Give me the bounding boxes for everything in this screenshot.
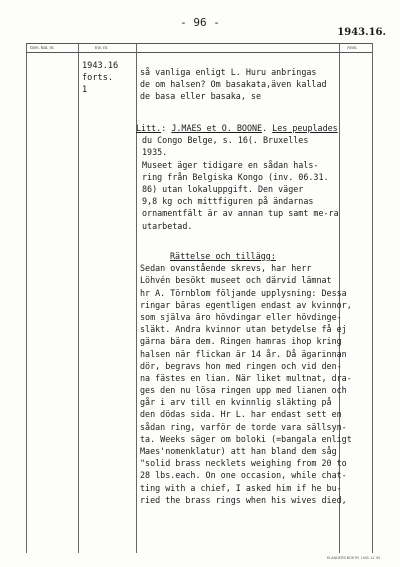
text-line: ges den nu lösa ringen upp med lianen och bbox=[140, 385, 347, 396]
page-number: - 96 - bbox=[180, 16, 220, 29]
text-line: sådan ring, varför de torde vara sällsyn- bbox=[140, 421, 347, 432]
text-line: ornamentfält är av annan tup samt me-ra bbox=[142, 208, 339, 219]
text-line: som själva äro hövdingar eller hövdinge- bbox=[140, 311, 342, 322]
column-header-anm: Anm. bbox=[347, 45, 358, 50]
text-line: släkt. Andra kvinnor utan betydelse få ej bbox=[140, 324, 347, 335]
text-line: Sedan ovanstående skrevs, har herr bbox=[140, 263, 312, 274]
column-divider bbox=[78, 43, 79, 553]
column-divider bbox=[372, 43, 373, 553]
inventory-number: 1943.16 bbox=[82, 61, 119, 71]
text-line: Museet äger tidigare en sådan hals- bbox=[142, 159, 319, 170]
text-line: 28 lbs.each. On one occasion, while chat- bbox=[140, 470, 347, 481]
text-line: ta. Weeks säger om boloki (=bangala enligt bbox=[140, 433, 352, 444]
text-line: "solid brass necklets weighing from 20 to bbox=[140, 458, 347, 469]
continuation-label: forts. bbox=[82, 73, 114, 83]
section-heading: Rättelse och tillägg: bbox=[170, 251, 276, 261]
column-divider bbox=[26, 43, 27, 553]
text-line: gärna bära dem. Ringen hamras ihop kring bbox=[140, 336, 342, 347]
entry-index: 1 bbox=[82, 85, 88, 95]
literature-block bbox=[136, 122, 341, 232]
text-line: de basa eller basaka, se bbox=[140, 91, 262, 102]
text-line: den dödas sida. Hr L. har endast sett en bbox=[140, 409, 342, 420]
text-line: ringar bäras egentligen endast av kvinnor, bbox=[140, 299, 352, 310]
text-line: utarbetad. bbox=[142, 220, 193, 231]
text-line: Maes'nomenklatur) att han bland dem såg bbox=[140, 446, 337, 456]
catalog-year-ref: 1943.16. bbox=[337, 27, 386, 38]
column-header-gen-kat: Gen. kat. nr. bbox=[30, 45, 55, 50]
literature-prefix: Litt. bbox=[136, 123, 162, 133]
text-line: de om halsen? Om basakata,även kallad bbox=[140, 79, 327, 90]
text-line: halsen när flickan är 14 år. Då ägarinnan bbox=[140, 348, 347, 359]
text-line: 9,8 kg och mittfiguren på ändarnas bbox=[142, 196, 314, 207]
corrections-block bbox=[140, 250, 352, 506]
text-line: Löhvén besökt museet och därvid lämnat bbox=[140, 275, 332, 286]
text-line: ting with a chief, I asked him if he bu- bbox=[140, 482, 342, 493]
text-line: 86) utan lokaluppgift. Den väger bbox=[142, 183, 304, 194]
literature-reference: Litt.: J.MAES et O. BOONE. Les peuplades bbox=[136, 123, 338, 133]
literature-authors: J.MAES et O. BOONE bbox=[171, 123, 263, 133]
intro-text bbox=[140, 66, 345, 103]
literature-title: Les peuplades bbox=[272, 123, 338, 133]
text-line: du Congo Belge, s. 16(. Bruxelles bbox=[142, 135, 309, 146]
printer-stamp: ELANDERS BOKTR. 1943. 11. 93 bbox=[326, 556, 380, 560]
text-line: så vanliga enligt L. Huru anbringas bbox=[140, 67, 317, 77]
text-line: 1935. bbox=[142, 147, 168, 158]
column-divider bbox=[136, 43, 137, 553]
text-line: dör, begravs hon med ringen och vid den- bbox=[140, 360, 342, 371]
inventory-number-cell bbox=[82, 60, 118, 96]
text-line: ring från Belgiska Kongo (inv. 06.31. bbox=[142, 171, 329, 182]
text-line: hr A. Törnblom följande upplysning: Dessa bbox=[140, 287, 347, 298]
text-line: går i arv till en kvinnlig släkting på bbox=[140, 397, 332, 408]
text-line: na fästes en lian. När liket multnat, dra- bbox=[140, 372, 352, 383]
text-line: ried the brass rings when his wives died, bbox=[140, 494, 347, 505]
column-header-inv: Inv. nr. bbox=[95, 45, 109, 50]
